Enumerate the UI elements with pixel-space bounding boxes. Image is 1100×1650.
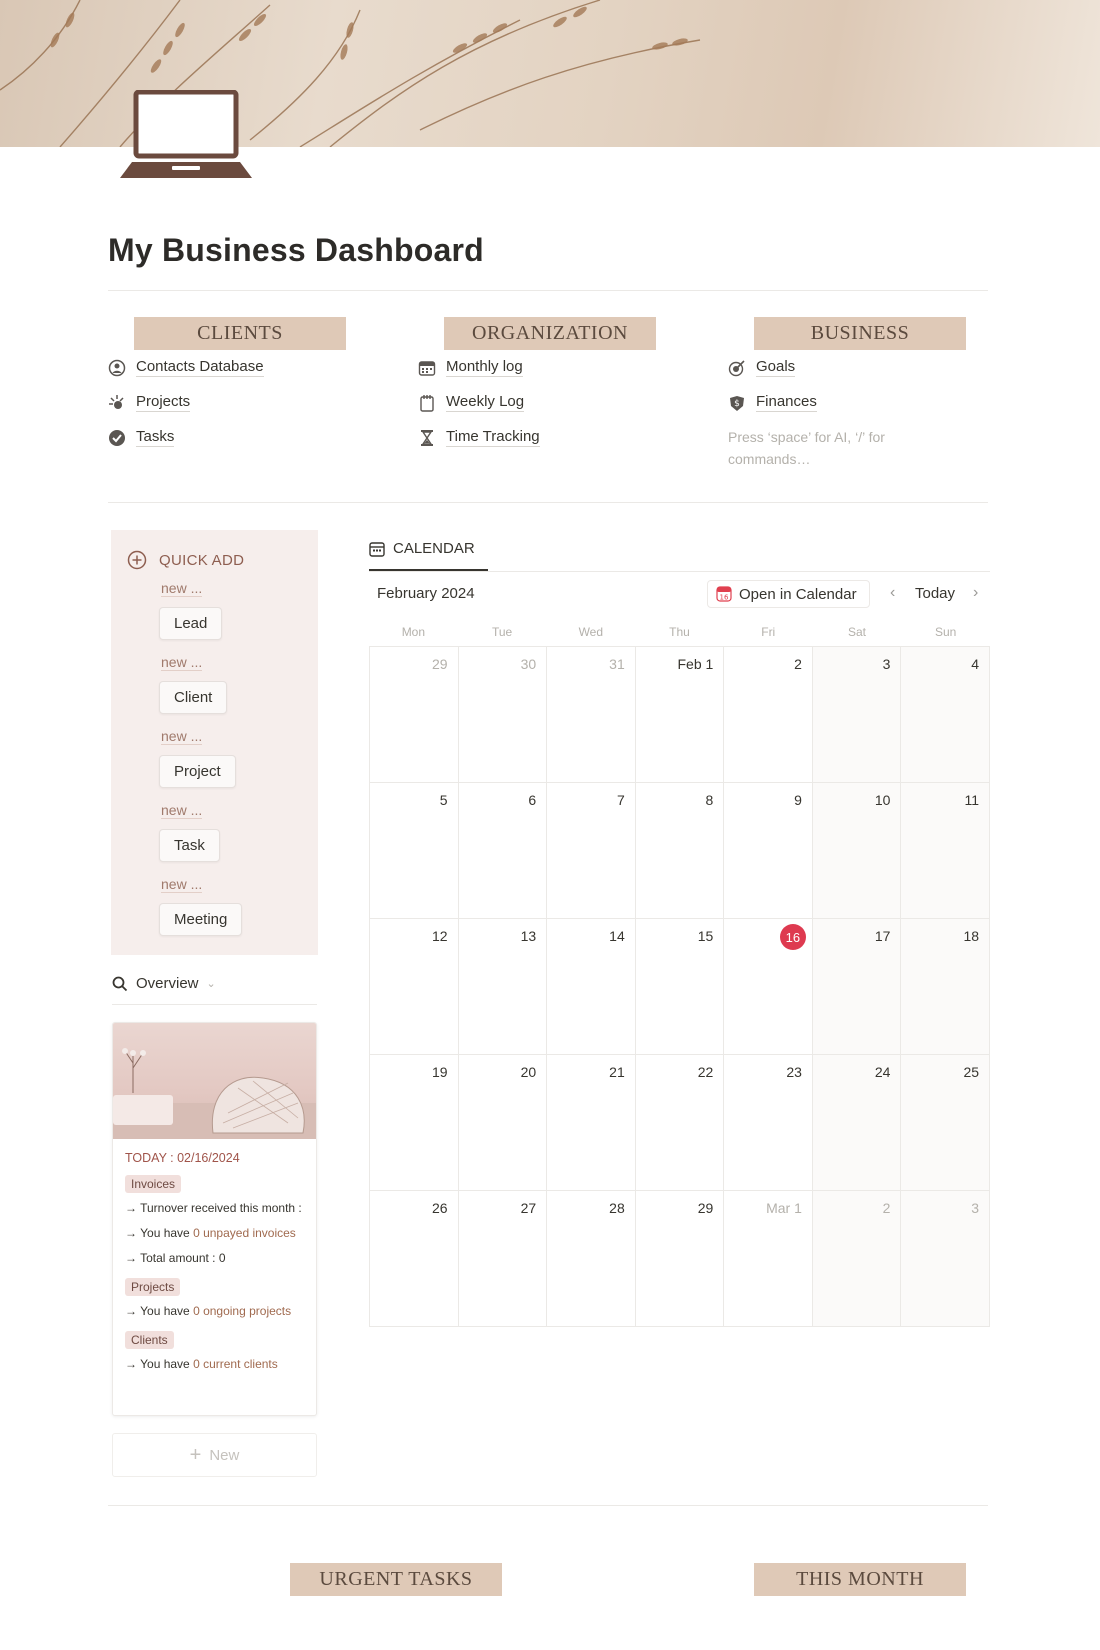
weekday-label: Mon [401, 625, 426, 639]
calendar-day-cell[interactable] [900, 1055, 990, 1190]
calendar-week-row [369, 1055, 990, 1191]
invoices-tag: Invoices [125, 1175, 181, 1193]
calendar-month-label: February 2024 [377, 585, 475, 602]
calendar-app-icon [716, 586, 732, 602]
day-number: 25 [963, 1064, 980, 1080]
calendar-day-cell[interactable] [812, 783, 901, 918]
projects-tag: Projects [125, 1278, 180, 1296]
business-section [728, 317, 988, 470]
today-button[interactable]: Today [915, 585, 956, 602]
section-heading-urgent-tasks: URGENT TASKS [290, 1563, 502, 1596]
plus-circle-icon [127, 550, 147, 570]
calendar-icon [418, 359, 436, 377]
day-number: 18 [963, 928, 980, 944]
new-client-button[interactable]: Client [159, 681, 227, 714]
day-number: 15 [697, 928, 714, 944]
new-label: new ... [161, 728, 203, 744]
calendar-day-cell[interactable] [635, 783, 724, 918]
svg-text:$: $ [734, 398, 740, 409]
day-number: 9 [794, 792, 802, 808]
day-number: Feb 1 [677, 656, 714, 672]
calendar-day-cell[interactable] [635, 647, 724, 782]
day-number: 24 [874, 1064, 891, 1080]
today-date: TODAY : 02/16/2024 [125, 1151, 240, 1165]
day-number: 10 [874, 792, 891, 808]
calendar-day-cell[interactable] [900, 647, 990, 782]
link-label: Projects [136, 393, 191, 410]
calendar-day-cell[interactable] [458, 919, 547, 1054]
day-number: 26 [432, 1200, 448, 1216]
contacts-icon [108, 359, 126, 377]
day-number: 5 [439, 792, 448, 808]
calendar-day-cell[interactable] [546, 647, 635, 782]
day-number: 14 [609, 928, 625, 944]
weekday-label: Fri [761, 625, 776, 639]
calendar-day-cell[interactable] [458, 1191, 547, 1326]
weekday-header-row [369, 617, 990, 647]
section-heading-this-month: THIS MONTH [754, 1563, 966, 1596]
day-number: 3 [882, 656, 891, 672]
day-number: 29 [697, 1200, 714, 1216]
link-projects[interactable] [108, 385, 368, 420]
day-number: 20 [520, 1064, 537, 1080]
laptop-icon[interactable] [118, 90, 254, 182]
new-label: new ... [161, 580, 203, 596]
organization-section [418, 317, 678, 455]
calendar-week-row [369, 647, 990, 783]
calendar-week-row [369, 919, 990, 1055]
calendar-day-cell[interactable] [635, 919, 724, 1054]
day-number: Mar 1 [766, 1200, 802, 1216]
link-time-tracking[interactable] [418, 420, 678, 455]
next-month-icon[interactable]: › [973, 584, 979, 601]
section-heading-clients: CLIENTS [134, 317, 346, 350]
open-in-calendar-label: Open in Calendar [739, 585, 857, 603]
section-heading-business: BUSINESS [754, 317, 966, 350]
notepad-icon [418, 394, 436, 412]
link-label: Tasks [136, 428, 175, 445]
calendar-day-cell[interactable] [458, 647, 547, 782]
new-task-button[interactable]: Task [159, 829, 220, 862]
overview-label: Overview [136, 975, 199, 992]
calendar-day-cell[interactable] [546, 783, 635, 918]
clients-tag: Clients [125, 1331, 174, 1349]
calendar-day-cell[interactable] [369, 647, 458, 782]
empty-block-placeholder[interactable]: Press ‘space’ for AI, ‘/’ for commands… [728, 429, 885, 467]
plus-icon: + [189, 1443, 202, 1466]
calendar-day-cell[interactable] [723, 1055, 812, 1190]
target-icon [728, 359, 746, 377]
previous-month-icon[interactable]: ‹ [890, 584, 896, 601]
day-number: 30 [520, 656, 537, 672]
day-number: 11 [964, 792, 980, 808]
svg-text:16: 16 [719, 593, 729, 602]
quick-add-heading [127, 550, 244, 570]
link-label: Contacts Database [136, 358, 264, 375]
link-contacts-database[interactable] [108, 350, 368, 385]
page-title: My Business Dashboard [108, 232, 484, 268]
link-label: Time Tracking [446, 428, 540, 445]
day-number: 12 [432, 928, 448, 944]
calendar-day-cell[interactable] [900, 783, 990, 918]
calendar-day-cell[interactable] [812, 919, 901, 1054]
line-prefix: → You have [125, 1304, 194, 1318]
calendar-day-cell[interactable] [812, 1055, 901, 1190]
sparkle-icon [108, 394, 126, 412]
day-number: 6 [528, 792, 537, 808]
divider [108, 502, 988, 503]
calendar-day-cell[interactable] [900, 1191, 990, 1326]
calendar-day-cell[interactable] [369, 1055, 458, 1190]
calendar-week-row [369, 1191, 990, 1327]
new-label: new ... [161, 876, 203, 892]
unpaid-invoices-line [125, 1226, 304, 1240]
calendar-day-cell[interactable] [812, 647, 901, 782]
weekday-label: Tue [491, 625, 513, 639]
day-number: 4 [971, 656, 980, 672]
divider [108, 290, 988, 291]
line-prefix: → You have [125, 1357, 194, 1371]
search-icon [112, 976, 128, 992]
check-circle-icon [108, 429, 126, 447]
calendar-day-cell[interactable] [546, 1055, 635, 1190]
link-label: Monthly log [446, 358, 523, 375]
calendar-day-cell[interactable] [900, 919, 990, 1054]
calendar-grid [369, 617, 990, 1327]
chevron-down-icon: ⌄ [206, 978, 216, 990]
weekday-label: Wed [578, 625, 604, 639]
link-weekly-log[interactable] [418, 385, 678, 420]
tab-calendar-label: CALENDAR [393, 540, 475, 557]
day-number: 27 [520, 1200, 537, 1216]
calendar-week-row [369, 783, 990, 919]
new-card-button[interactable] [112, 1433, 317, 1477]
new-label: new ... [161, 654, 203, 670]
calendar-day-cell[interactable] [546, 919, 635, 1054]
current-clients-count: 0 current clients [193, 1357, 278, 1371]
calendar-day-cell[interactable] [369, 1191, 458, 1326]
day-number: 7 [616, 792, 625, 808]
new-meeting-button[interactable]: Meeting [159, 903, 242, 936]
day-number: 19 [432, 1064, 448, 1080]
new-lead-button[interactable]: Lead [159, 607, 222, 640]
calendar-day-cell[interactable] [723, 783, 812, 918]
total-amount-line: → Total amount : 0 [125, 1251, 226, 1265]
turnover-line: → Turnover received this month : [125, 1201, 302, 1215]
day-number: 28 [609, 1200, 625, 1216]
day-number: 2 [882, 1200, 891, 1216]
line-prefix: → You have [125, 1226, 194, 1240]
day-number: 29 [432, 656, 448, 672]
unpaid-invoices-count: 0 unpayed invoices [193, 1226, 296, 1240]
day-number: 3 [971, 1200, 980, 1216]
clients-section [108, 317, 368, 455]
tab-calendar[interactable] [369, 540, 475, 557]
new-project-button[interactable]: Project [159, 755, 236, 788]
link-label: Finances [756, 393, 817, 410]
calendar-icon [369, 541, 385, 557]
money-icon [728, 394, 746, 412]
calendar-day-cell[interactable] [812, 1191, 901, 1326]
divider [112, 1004, 317, 1005]
calendar-day-cell[interactable] [369, 783, 458, 918]
weekday-label: Thu [669, 625, 690, 639]
open-in-calendar-button[interactable] [707, 580, 870, 608]
calendar-day-cell[interactable] [723, 647, 812, 782]
today-marker: 16 [780, 924, 806, 950]
overview-view-selector[interactable] [112, 975, 216, 992]
current-clients-line [125, 1357, 304, 1371]
calendar-day-cell[interactable] [458, 783, 547, 918]
hourglass-icon [418, 429, 436, 447]
calendar-day-cell[interactable] [635, 1055, 724, 1190]
ongoing-projects-count: 0 ongoing projects [193, 1304, 292, 1318]
link-finances[interactable] [728, 385, 988, 420]
calendar-day-cell[interactable] [723, 1191, 812, 1326]
new-label: new ... [161, 802, 203, 818]
link-goals[interactable] [728, 350, 988, 385]
calendar-day-cell[interactable] [369, 919, 458, 1054]
link-monthly-log[interactable] [418, 350, 678, 385]
ongoing-projects-line [125, 1304, 304, 1318]
weekday-label: Sun [934, 625, 957, 639]
link-label: Weekly Log [446, 393, 525, 410]
day-number: 17 [874, 928, 891, 944]
calendar-day-cell[interactable] [458, 1055, 547, 1190]
calendar-day-cell[interactable] [635, 1191, 724, 1326]
overview-card[interactable] [112, 1022, 317, 1416]
section-heading-organization: ORGANIZATION [444, 317, 656, 350]
day-number: 13 [520, 928, 537, 944]
day-number: 2 [794, 656, 802, 672]
card-cover-image [113, 1023, 317, 1139]
quick-add-label: QUICK ADD [159, 551, 245, 569]
weekday-label: Sat [847, 625, 866, 639]
divider [369, 571, 990, 572]
calendar-day-cell[interactable] [546, 1191, 635, 1326]
day-number: 31 [609, 656, 625, 672]
quick-add-panel [111, 530, 318, 955]
day-number: 23 [786, 1064, 802, 1080]
link-label: Goals [756, 358, 796, 375]
day-number: 22 [697, 1064, 714, 1080]
day-number: 21 [609, 1064, 625, 1080]
new-card-label: New [209, 1446, 240, 1464]
link-tasks[interactable] [108, 420, 368, 455]
day-number: 8 [705, 792, 714, 808]
divider [108, 1505, 988, 1506]
calendar-day-cell-today[interactable] [723, 919, 812, 1054]
